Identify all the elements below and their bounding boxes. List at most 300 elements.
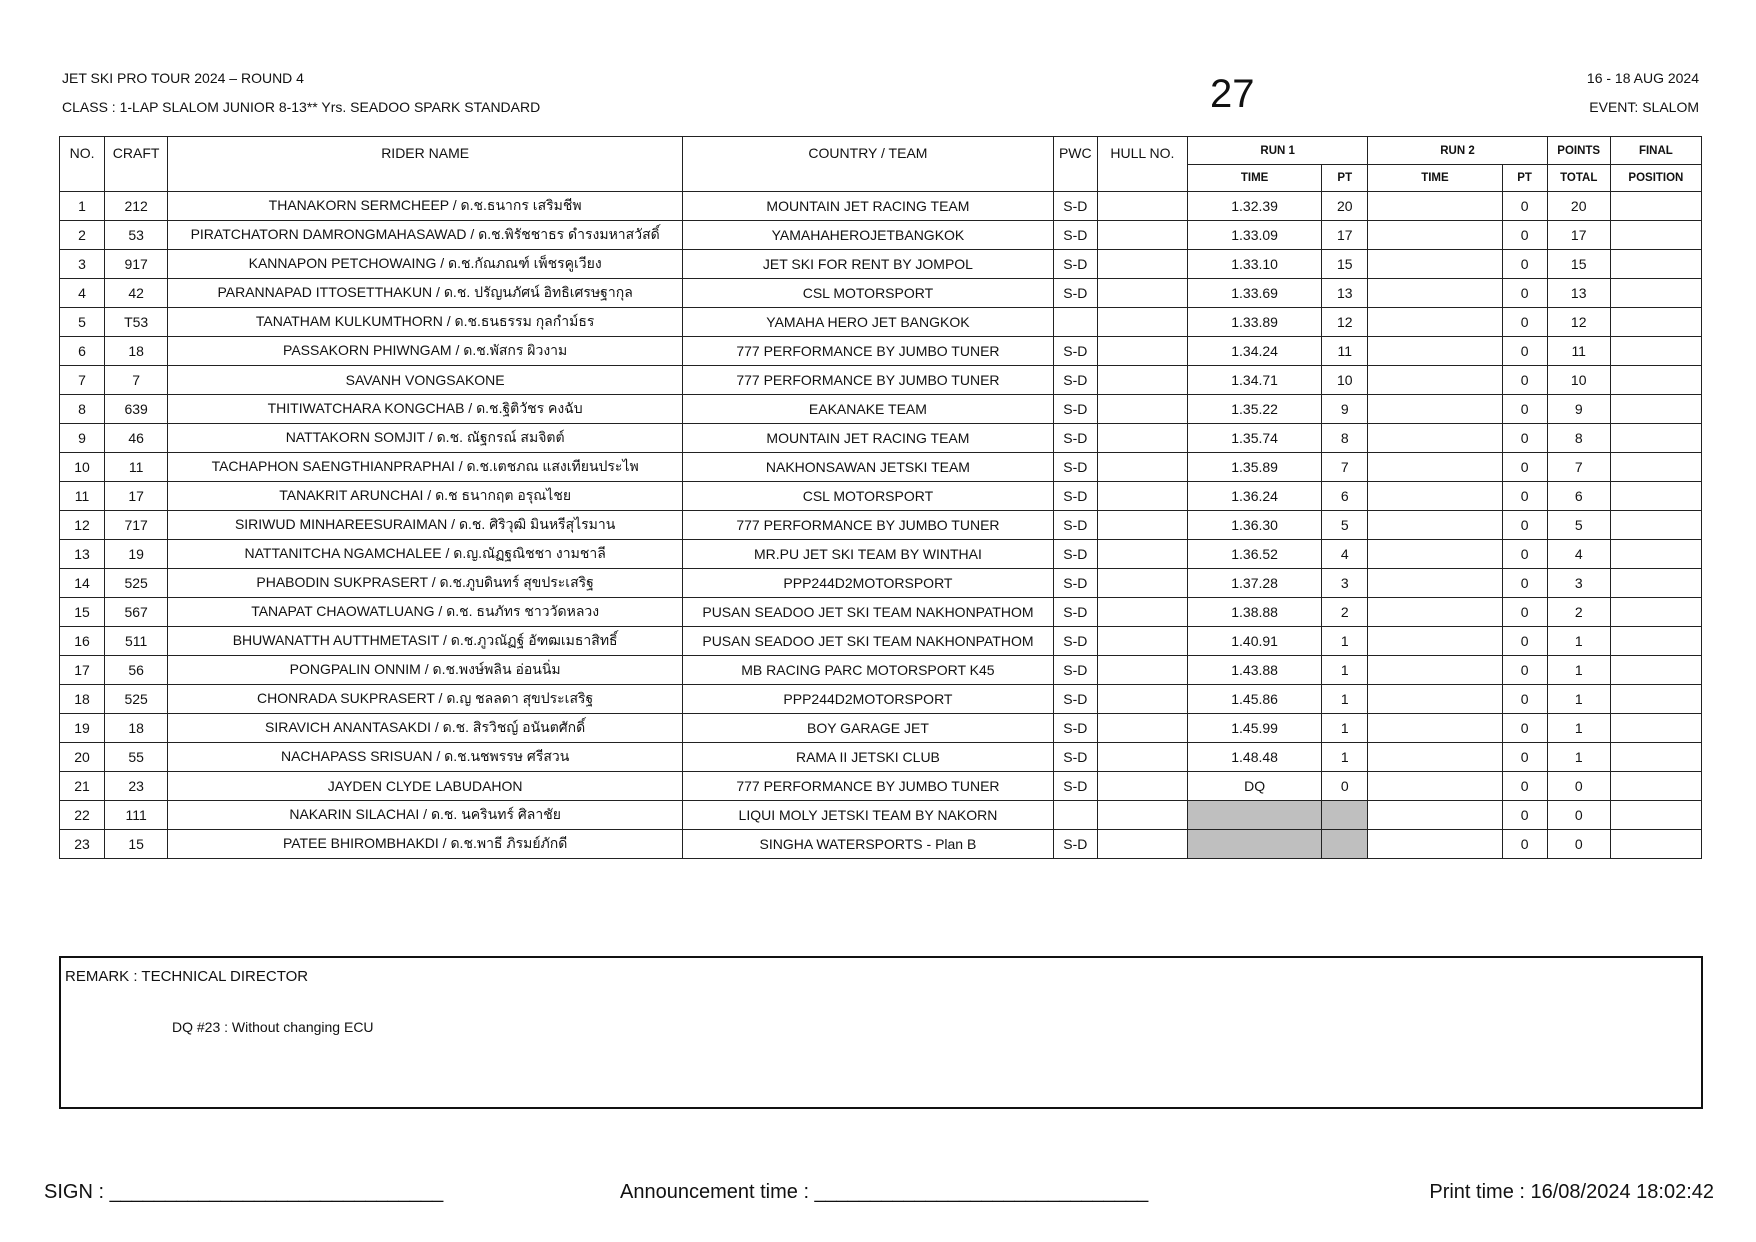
cell-team: EAKANAKE TEAM bbox=[683, 395, 1054, 424]
cell-run1-pt: 1 bbox=[1322, 656, 1368, 685]
cell-team: MR.PU JET SKI TEAM BY WINTHAI bbox=[683, 540, 1054, 569]
page-number: 27 bbox=[1210, 72, 1255, 116]
cell-run2-time bbox=[1368, 830, 1502, 859]
cell-pwc: S-D bbox=[1053, 540, 1097, 569]
cell-no: 8 bbox=[60, 395, 105, 424]
cell-run2-time bbox=[1368, 395, 1502, 424]
cell-pwc: S-D bbox=[1053, 830, 1097, 859]
cell-run2-pt: 0 bbox=[1502, 569, 1547, 598]
cell-points-total: 2 bbox=[1547, 598, 1610, 627]
cell-run2-time bbox=[1368, 627, 1502, 656]
cell-pwc: S-D bbox=[1053, 279, 1097, 308]
sign-line: SIGN : ______________________________ bbox=[44, 1181, 444, 1203]
cell-hull-no bbox=[1097, 685, 1187, 714]
cell-run1-time: 1.43.88 bbox=[1188, 656, 1322, 685]
cell-craft: 525 bbox=[105, 685, 168, 714]
cell-points-total: 17 bbox=[1547, 221, 1610, 250]
cell-rider-name: NATTAKORN SOMJIT / ด.ช. ณัฐกรณ์ สมจิตต์ bbox=[168, 424, 683, 453]
cell-hull-no bbox=[1097, 627, 1187, 656]
cell-team: CSL MOTORSPORT bbox=[683, 279, 1054, 308]
col-pwc: PWC bbox=[1053, 137, 1097, 192]
cell-points-total: 0 bbox=[1547, 801, 1610, 830]
cell-pwc: S-D bbox=[1053, 772, 1097, 801]
cell-no: 19 bbox=[60, 714, 105, 743]
cell-points-total: 1 bbox=[1547, 627, 1610, 656]
cell-hull-no bbox=[1097, 395, 1187, 424]
cell-final-position bbox=[1610, 250, 1701, 279]
cell-craft: 567 bbox=[105, 598, 168, 627]
cell-run1-time bbox=[1188, 830, 1322, 859]
cell-pwc: S-D bbox=[1053, 366, 1097, 395]
cell-craft: 18 bbox=[105, 714, 168, 743]
cell-craft: 46 bbox=[105, 424, 168, 453]
cell-pwc: S-D bbox=[1053, 511, 1097, 540]
table-row bbox=[60, 569, 1702, 598]
cell-final-position bbox=[1610, 772, 1701, 801]
cell-run2-pt: 0 bbox=[1502, 627, 1547, 656]
cell-run2-time bbox=[1368, 453, 1502, 482]
cell-no: 14 bbox=[60, 569, 105, 598]
cell-no: 22 bbox=[60, 801, 105, 830]
cell-craft: 19 bbox=[105, 540, 168, 569]
event-label: EVENT: SLALOM bbox=[1589, 99, 1699, 115]
cell-hull-no bbox=[1097, 482, 1187, 511]
cell-run1-time: 1.32.39 bbox=[1188, 192, 1322, 221]
cell-rider-name: THANAKORN SERMCHEEP / ด.ช.ธนากร เสริมชีพ bbox=[168, 192, 683, 221]
cell-run1-pt: 7 bbox=[1322, 453, 1368, 482]
cell-points-total: 3 bbox=[1547, 569, 1610, 598]
cell-pwc: S-D bbox=[1053, 453, 1097, 482]
cell-hull-no bbox=[1097, 192, 1187, 221]
cell-points-total: 0 bbox=[1547, 830, 1610, 859]
cell-team: 777 PERFORMANCE BY JUMBO TUNER bbox=[683, 772, 1054, 801]
cell-points-total: 12 bbox=[1547, 308, 1610, 337]
cell-run1-pt: 1 bbox=[1322, 743, 1368, 772]
col-final: FINAL bbox=[1610, 137, 1701, 165]
cell-run1-time: 1.33.10 bbox=[1188, 250, 1322, 279]
results-table bbox=[59, 136, 1702, 859]
cell-team: 777 PERFORMANCE BY JUMBO TUNER bbox=[683, 511, 1054, 540]
col-final-position: POSITION bbox=[1610, 165, 1701, 192]
cell-run1-pt: 12 bbox=[1322, 308, 1368, 337]
cell-rider-name: SAVANH VONGSAKONE bbox=[168, 366, 683, 395]
remark-box bbox=[59, 956, 1703, 1109]
cell-no: 17 bbox=[60, 656, 105, 685]
cell-rider-name: PASSAKORN PHIWNGAM / ด.ช.พัสกร ผิวงาม bbox=[168, 337, 683, 366]
cell-craft: 23 bbox=[105, 772, 168, 801]
cell-run1-time: DQ bbox=[1188, 772, 1322, 801]
cell-final-position bbox=[1610, 511, 1701, 540]
cell-run1-pt: 0 bbox=[1322, 772, 1368, 801]
cell-final-position bbox=[1610, 569, 1701, 598]
cell-craft: 511 bbox=[105, 627, 168, 656]
cell-run1-time: 1.33.89 bbox=[1188, 308, 1322, 337]
table-row bbox=[60, 221, 1702, 250]
tour-title: JET SKI PRO TOUR 2024 – ROUND 4 bbox=[62, 70, 304, 86]
cell-run1-pt: 20 bbox=[1322, 192, 1368, 221]
cell-team: CSL MOTORSPORT bbox=[683, 482, 1054, 511]
cell-run2-time bbox=[1368, 656, 1502, 685]
cell-run2-pt: 0 bbox=[1502, 424, 1547, 453]
cell-points-total: 9 bbox=[1547, 395, 1610, 424]
cell-run1-pt: 6 bbox=[1322, 482, 1368, 511]
cell-craft: 717 bbox=[105, 511, 168, 540]
cell-points-total: 6 bbox=[1547, 482, 1610, 511]
cell-no: 12 bbox=[60, 511, 105, 540]
cell-run2-pt: 0 bbox=[1502, 511, 1547, 540]
cell-hull-no bbox=[1097, 569, 1187, 598]
cell-final-position bbox=[1610, 685, 1701, 714]
cell-run1-time: 1.35.89 bbox=[1188, 453, 1322, 482]
table-row bbox=[60, 279, 1702, 308]
cell-team: BOY GARAGE JET bbox=[683, 714, 1054, 743]
cell-run2-pt: 0 bbox=[1502, 395, 1547, 424]
cell-run1-pt: 4 bbox=[1322, 540, 1368, 569]
cell-run2-pt: 0 bbox=[1502, 743, 1547, 772]
cell-run1-pt: 17 bbox=[1322, 221, 1368, 250]
cell-rider-name: SIRIWUD MINHAREESURAIMAN / ด.ช. ศิริวุฒิ มินหรีสุไรมาน bbox=[168, 511, 683, 540]
cell-no: 1 bbox=[60, 192, 105, 221]
cell-craft: 7 bbox=[105, 366, 168, 395]
cell-hull-no bbox=[1097, 801, 1187, 830]
cell-run1-pt: 9 bbox=[1322, 395, 1368, 424]
cell-rider-name: NAKARIN SILACHAI / ด.ช. นครินทร์ ศิลาชัย bbox=[168, 801, 683, 830]
print-time: Print time : 16/08/2024 18:02:42 bbox=[1429, 1181, 1714, 1203]
cell-team: YAMAHA HERO JET BANGKOK bbox=[683, 308, 1054, 337]
cell-hull-no bbox=[1097, 830, 1187, 859]
cell-final-position bbox=[1610, 482, 1701, 511]
cell-run2-pt: 0 bbox=[1502, 482, 1547, 511]
cell-run2-pt: 0 bbox=[1502, 830, 1547, 859]
table-row bbox=[60, 685, 1702, 714]
cell-hull-no bbox=[1097, 221, 1187, 250]
cell-team: MB RACING PARC MOTORSPORT K45 bbox=[683, 656, 1054, 685]
cell-run2-time bbox=[1368, 337, 1502, 366]
cell-points-total: 1 bbox=[1547, 656, 1610, 685]
cell-no: 23 bbox=[60, 830, 105, 859]
cell-craft: 917 bbox=[105, 250, 168, 279]
cell-run2-pt: 0 bbox=[1502, 366, 1547, 395]
cell-run2-pt: 0 bbox=[1502, 598, 1547, 627]
cell-hull-no bbox=[1097, 540, 1187, 569]
table-row bbox=[60, 714, 1702, 743]
cell-team: PPP244D2MOTORSPORT bbox=[683, 569, 1054, 598]
col-rider: RIDER NAME bbox=[168, 137, 683, 192]
cell-pwc: S-D bbox=[1053, 656, 1097, 685]
cell-run2-time bbox=[1368, 772, 1502, 801]
cell-final-position bbox=[1610, 830, 1701, 859]
cell-points-total: 0 bbox=[1547, 772, 1610, 801]
cell-points-total: 1 bbox=[1547, 685, 1610, 714]
cell-run1-time bbox=[1188, 801, 1322, 830]
cell-run1-pt: 1 bbox=[1322, 627, 1368, 656]
cell-no: 13 bbox=[60, 540, 105, 569]
cell-no: 20 bbox=[60, 743, 105, 772]
cell-pwc: S-D bbox=[1053, 685, 1097, 714]
cell-rider-name: TANATHAM KULKUMTHORN / ด.ช.ธนธรรม กุลกำม์ธร bbox=[168, 308, 683, 337]
cell-craft: 11 bbox=[105, 453, 168, 482]
cell-run2-time bbox=[1368, 424, 1502, 453]
cell-final-position bbox=[1610, 395, 1701, 424]
cell-craft: 53 bbox=[105, 221, 168, 250]
cell-no: 6 bbox=[60, 337, 105, 366]
cell-run1-pt: 1 bbox=[1322, 685, 1368, 714]
table-row bbox=[60, 424, 1702, 453]
cell-points-total: 1 bbox=[1547, 743, 1610, 772]
cell-team: YAMAHAHEROJETBANGKOK bbox=[683, 221, 1054, 250]
cell-pwc bbox=[1053, 801, 1097, 830]
cell-run1-time: 1.37.28 bbox=[1188, 569, 1322, 598]
cell-rider-name: PATEE BHIROMBHAKDI / ด.ช.พาธี ภิรมย์ภักดี bbox=[168, 830, 683, 859]
class-line: CLASS : 1-LAP SLALOM JUNIOR 8-13** Yrs. SEADOO SPARK STANDARD bbox=[62, 99, 541, 115]
cell-team: MOUNTAIN JET RACING TEAM bbox=[683, 192, 1054, 221]
cell-run2-time bbox=[1368, 482, 1502, 511]
cell-rider-name: JAYDEN CLYDE LABUDAHON bbox=[168, 772, 683, 801]
table-row bbox=[60, 482, 1702, 511]
cell-no: 9 bbox=[60, 424, 105, 453]
cell-rider-name: KANNAPON PETCHOWAING / ด.ช.กัณภณฑ์ เพ็ชรคูเวียง bbox=[168, 250, 683, 279]
cell-points-total: 11 bbox=[1547, 337, 1610, 366]
cell-run1-pt: 2 bbox=[1322, 598, 1368, 627]
cell-run2-pt: 0 bbox=[1502, 540, 1547, 569]
cell-run2-pt: 0 bbox=[1502, 279, 1547, 308]
cell-run2-time bbox=[1368, 279, 1502, 308]
cell-team: PUSAN SEADOO JET SKI TEAM NAKHONPATHOM bbox=[683, 598, 1054, 627]
table-row bbox=[60, 598, 1702, 627]
cell-craft: 42 bbox=[105, 279, 168, 308]
cell-run2-pt: 0 bbox=[1502, 337, 1547, 366]
cell-final-position bbox=[1610, 221, 1701, 250]
cell-run1-time: 1.33.09 bbox=[1188, 221, 1322, 250]
cell-run2-time bbox=[1368, 250, 1502, 279]
cell-team: PPP244D2MOTORSPORT bbox=[683, 685, 1054, 714]
cell-rider-name: TACHAPHON SAENGTHIANPRAPHAI / ด.ช.เตชภณ แสงเทียนประไพ bbox=[168, 453, 683, 482]
cell-run2-pt: 0 bbox=[1502, 714, 1547, 743]
cell-hull-no bbox=[1097, 337, 1187, 366]
cell-pwc: S-D bbox=[1053, 337, 1097, 366]
col-run2-time: TIME bbox=[1368, 165, 1502, 192]
col-points: POINTS bbox=[1547, 137, 1610, 165]
cell-run2-pt: 0 bbox=[1502, 221, 1547, 250]
cell-final-position bbox=[1610, 801, 1701, 830]
cell-run2-pt: 0 bbox=[1502, 656, 1547, 685]
col-points-total: TOTAL bbox=[1547, 165, 1610, 192]
cell-run2-pt: 0 bbox=[1502, 772, 1547, 801]
cell-rider-name: SIRAVICH ANANTASAKDI / ด.ช. สิรวิชญ์ อนันตศักดิ์ bbox=[168, 714, 683, 743]
cell-rider-name: CHONRADA SUKPRASERT / ด.ญ ชลลดา สุขประเสริฐ bbox=[168, 685, 683, 714]
col-craft: CRAFT bbox=[105, 137, 168, 192]
table-row bbox=[60, 453, 1702, 482]
cell-team: RAMA II JETSKI CLUB bbox=[683, 743, 1054, 772]
cell-craft: 55 bbox=[105, 743, 168, 772]
table-row bbox=[60, 308, 1702, 337]
cell-pwc: S-D bbox=[1053, 598, 1097, 627]
cell-run1-pt: 15 bbox=[1322, 250, 1368, 279]
remark-note: DQ #23 : Without changing ECU bbox=[172, 1019, 374, 1035]
cell-team: NAKHONSAWAN JETSKI TEAM bbox=[683, 453, 1054, 482]
cell-run1-pt bbox=[1322, 801, 1368, 830]
cell-no: 5 bbox=[60, 308, 105, 337]
cell-pwc bbox=[1053, 308, 1097, 337]
cell-hull-no bbox=[1097, 598, 1187, 627]
cell-run2-time bbox=[1368, 569, 1502, 598]
cell-run2-time bbox=[1368, 598, 1502, 627]
cell-run1-time: 1.38.88 bbox=[1188, 598, 1322, 627]
col-hull: HULL NO. bbox=[1097, 137, 1187, 192]
cell-run1-time: 1.36.52 bbox=[1188, 540, 1322, 569]
cell-final-position bbox=[1610, 714, 1701, 743]
cell-hull-no bbox=[1097, 279, 1187, 308]
cell-final-position bbox=[1610, 540, 1701, 569]
cell-points-total: 8 bbox=[1547, 424, 1610, 453]
cell-team: LIQUI MOLY JETSKI TEAM BY NAKORN bbox=[683, 801, 1054, 830]
cell-team: 777 PERFORMANCE BY JUMBO TUNER bbox=[683, 337, 1054, 366]
cell-final-position bbox=[1610, 627, 1701, 656]
cell-run1-pt: 3 bbox=[1322, 569, 1368, 598]
cell-craft: 17 bbox=[105, 482, 168, 511]
cell-hull-no bbox=[1097, 453, 1187, 482]
cell-run2-time bbox=[1368, 308, 1502, 337]
cell-team: 777 PERFORMANCE BY JUMBO TUNER bbox=[683, 366, 1054, 395]
cell-craft: 639 bbox=[105, 395, 168, 424]
cell-run1-time: 1.40.91 bbox=[1188, 627, 1322, 656]
cell-run2-time bbox=[1368, 511, 1502, 540]
col-team: COUNTRY / TEAM bbox=[683, 137, 1054, 192]
cell-run2-pt: 0 bbox=[1502, 801, 1547, 830]
cell-craft: 525 bbox=[105, 569, 168, 598]
table-row bbox=[60, 250, 1702, 279]
cell-no: 3 bbox=[60, 250, 105, 279]
cell-pwc: S-D bbox=[1053, 569, 1097, 598]
col-run1-time: TIME bbox=[1188, 165, 1322, 192]
cell-points-total: 1 bbox=[1547, 714, 1610, 743]
cell-pwc: S-D bbox=[1053, 482, 1097, 511]
cell-team: MOUNTAIN JET RACING TEAM bbox=[683, 424, 1054, 453]
cell-points-total: 5 bbox=[1547, 511, 1610, 540]
cell-run2-pt: 0 bbox=[1502, 192, 1547, 221]
date-range: 16 - 18 AUG 2024 bbox=[1586, 70, 1699, 86]
cell-rider-name: TANAKRIT ARUNCHAI / ด.ช ธนากฤต อรุณไชย bbox=[168, 482, 683, 511]
cell-craft: 18 bbox=[105, 337, 168, 366]
cell-hull-no bbox=[1097, 424, 1187, 453]
cell-run2-time bbox=[1368, 366, 1502, 395]
cell-craft: 56 bbox=[105, 656, 168, 685]
table-row bbox=[60, 656, 1702, 685]
col-run1-pt: PT bbox=[1322, 165, 1368, 192]
cell-run1-pt bbox=[1322, 830, 1368, 859]
cell-run2-pt: 0 bbox=[1502, 685, 1547, 714]
results-body bbox=[60, 192, 1702, 859]
header-row-top bbox=[60, 137, 1702, 165]
cell-craft: 15 bbox=[105, 830, 168, 859]
table-row bbox=[60, 395, 1702, 424]
table-row bbox=[60, 830, 1702, 859]
cell-no: 11 bbox=[60, 482, 105, 511]
cell-final-position bbox=[1610, 598, 1701, 627]
cell-team: PUSAN SEADOO JET SKI TEAM NAKHONPATHOM bbox=[683, 627, 1054, 656]
cell-final-position bbox=[1610, 192, 1701, 221]
cell-no: 21 bbox=[60, 772, 105, 801]
cell-rider-name: TANAPAT CHAOWATLUANG / ด.ช. ธนภัทร ชาววัดหลวง bbox=[168, 598, 683, 627]
cell-hull-no bbox=[1097, 743, 1187, 772]
cell-no: 10 bbox=[60, 453, 105, 482]
cell-points-total: 7 bbox=[1547, 453, 1610, 482]
cell-rider-name: PARANNAPAD ITTOSETTHAKUN / ด.ช. ปรัญนภัศน์ อิทธิเศรษฐากุล bbox=[168, 279, 683, 308]
cell-hull-no bbox=[1097, 366, 1187, 395]
cell-run1-time: 1.35.22 bbox=[1188, 395, 1322, 424]
cell-hull-no bbox=[1097, 772, 1187, 801]
cell-run2-time bbox=[1368, 801, 1502, 830]
cell-final-position bbox=[1610, 424, 1701, 453]
cell-rider-name: NACHAPASS SRISUAN / ด.ช.นชพรรษ ศรีสวน bbox=[168, 743, 683, 772]
cell-pwc: S-D bbox=[1053, 192, 1097, 221]
cell-run1-pt: 1 bbox=[1322, 714, 1368, 743]
table-row bbox=[60, 540, 1702, 569]
cell-run2-time bbox=[1368, 221, 1502, 250]
cell-team: SINGHA WATERSPORTS - Plan B bbox=[683, 830, 1054, 859]
cell-points-total: 20 bbox=[1547, 192, 1610, 221]
cell-rider-name: PIRATCHATORN DAMRONGMAHASAWAD / ด.ช.พิรัชชาธร ดำรงมหาสวัสดิ์ bbox=[168, 221, 683, 250]
cell-run1-time: 1.33.69 bbox=[1188, 279, 1322, 308]
cell-rider-name: BHUWANATTH AUTTHMETASIT / ด.ช.ภูวณัฏฐ์ อัฑฒเมธาสิทธิ์ bbox=[168, 627, 683, 656]
col-no: NO. bbox=[60, 137, 105, 192]
col-run2: RUN 2 bbox=[1368, 137, 1547, 165]
cell-run1-time: 1.34.24 bbox=[1188, 337, 1322, 366]
cell-rider-name: NATTANITCHA NGAMCHALEE / ด.ญ.ณัฏฐณิชชา งามชาลี bbox=[168, 540, 683, 569]
cell-run1-pt: 13 bbox=[1322, 279, 1368, 308]
cell-points-total: 15 bbox=[1547, 250, 1610, 279]
remark-title: REMARK : TECHNICAL DIRECTOR bbox=[65, 968, 309, 985]
cell-final-position bbox=[1610, 743, 1701, 772]
announcement-time-line: Announcement time : ______________________________ bbox=[620, 1181, 1149, 1203]
cell-run1-pt: 5 bbox=[1322, 511, 1368, 540]
cell-craft: 212 bbox=[105, 192, 168, 221]
table-row bbox=[60, 772, 1702, 801]
cell-final-position bbox=[1610, 366, 1701, 395]
cell-run1-time: 1.35.74 bbox=[1188, 424, 1322, 453]
cell-run1-time: 1.48.48 bbox=[1188, 743, 1322, 772]
cell-pwc: S-D bbox=[1053, 743, 1097, 772]
cell-final-position bbox=[1610, 308, 1701, 337]
cell-final-position bbox=[1610, 453, 1701, 482]
cell-points-total: 10 bbox=[1547, 366, 1610, 395]
cell-final-position bbox=[1610, 656, 1701, 685]
cell-pwc: S-D bbox=[1053, 221, 1097, 250]
cell-run1-pt: 8 bbox=[1322, 424, 1368, 453]
cell-run1-pt: 11 bbox=[1322, 337, 1368, 366]
cell-run2-time bbox=[1368, 743, 1502, 772]
cell-run1-time: 1.34.71 bbox=[1188, 366, 1322, 395]
col-run1: RUN 1 bbox=[1188, 137, 1368, 165]
cell-points-total: 4 bbox=[1547, 540, 1610, 569]
cell-rider-name: PHABODIN SUKPRASERT / ด.ช.ภูบดินทร์ สุขประเสริฐ bbox=[168, 569, 683, 598]
col-run2-pt: PT bbox=[1502, 165, 1547, 192]
cell-run2-pt: 0 bbox=[1502, 250, 1547, 279]
cell-craft: T53 bbox=[105, 308, 168, 337]
cell-no: 18 bbox=[60, 685, 105, 714]
cell-points-total: 13 bbox=[1547, 279, 1610, 308]
cell-no: 16 bbox=[60, 627, 105, 656]
cell-run2-time bbox=[1368, 540, 1502, 569]
cell-no: 15 bbox=[60, 598, 105, 627]
table-row bbox=[60, 743, 1702, 772]
cell-run2-time bbox=[1368, 192, 1502, 221]
cell-run1-time: 1.45.99 bbox=[1188, 714, 1322, 743]
cell-hull-no bbox=[1097, 714, 1187, 743]
cell-run1-pt: 10 bbox=[1322, 366, 1368, 395]
cell-run2-time bbox=[1368, 685, 1502, 714]
cell-final-position bbox=[1610, 279, 1701, 308]
